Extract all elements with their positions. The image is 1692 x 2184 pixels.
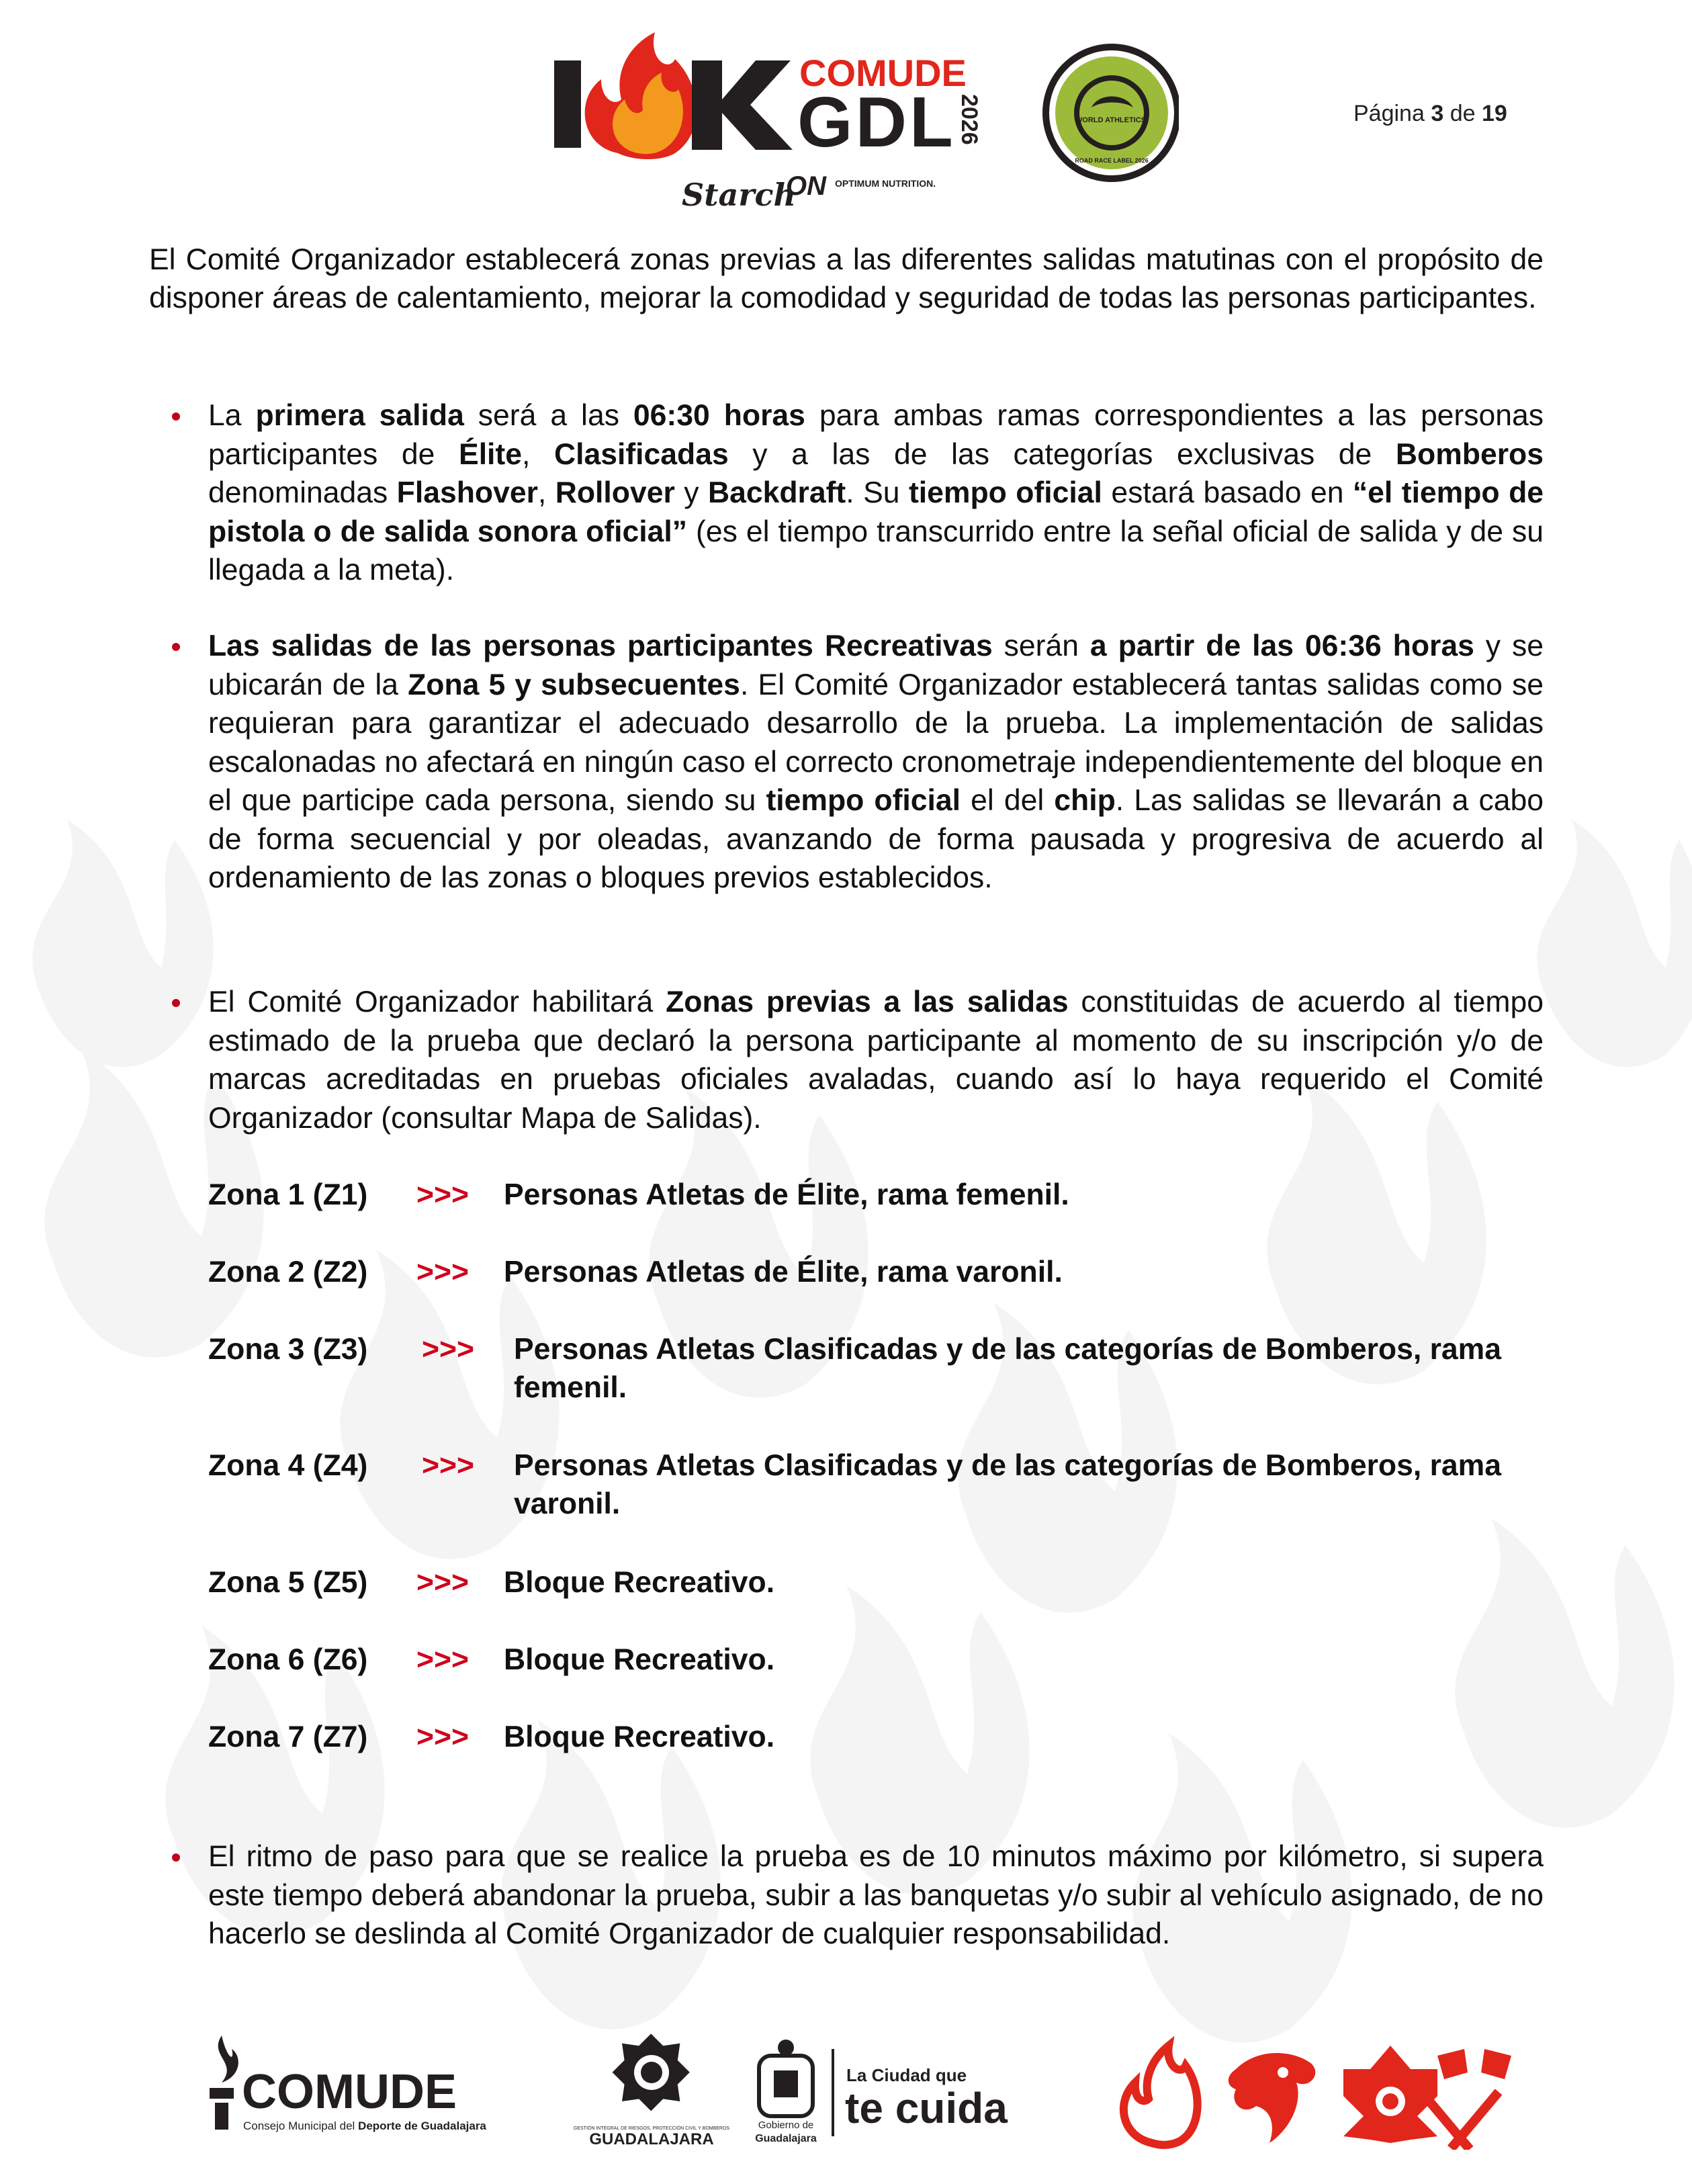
svg-text:ROAD RACE LABEL 2026: ROAD RACE LABEL 2026	[1075, 157, 1149, 164]
world-athletics-badge	[1046, 47, 1177, 179]
intro-paragraph: El Comité Organizador establecerá zonas previas a las diferentes salidas matutinas con el propósito de disponer áreas de calentamiento, mejorar la comodidad y seguridad de todas las personas participantes.	[149, 243, 1544, 314]
bullet-primera-salida: La primera salida será a las 06:30 horas para ambas ramas correspondientes a las personas participantes de Élite, Clasificadas y a las de las categorías exclusivas de Bomberos denominadas Flashover, Rollover y Backdraft. Su tiempo oficial estará basado en “el tiempo de pistola o de salida sonora oficial” (es el tiempo transcurrido entre la señal oficial de salida y de su llegada a la meta).	[208, 396, 1544, 590]
svg-text:COMUDE: COMUDE	[242, 2065, 457, 2119]
svg-text:ON: ON	[786, 171, 826, 201]
zone-row: Zona 2 (Z2) >>> Personas Atletas de Élite, rama varonil.	[208, 1256, 1063, 1288]
svg-text:te cuida: te cuida	[845, 2084, 1008, 2132]
bullet-salidas-recreativas: Las salidas de las personas participantes Recreativas serán a partir de las 06:36 horas y se ubicarán de la Zona 5 y subsecuentes. El Comité Organizador establecerá tantas salidas como se requieran para garantizar el adecuado desarrollo de la prueba. La implementación de salidas escalonadas no afectará en ningún caso el correcto cronometraje independientemente del bloque en el que participe cada persona, siendo su tiempo oficial el del chip. Las salidas se llevarán a cabo de forma secuencial y por oleadas, avanzando de forma pausada y progresiva de acuerdo al ordenamiento de las zonas o bloques previos establecidos.	[208, 627, 1544, 898]
bullet-ritmo-de-paso: El ritmo de paso para que se realice la prueba es de 10 minutos máximo por kilómetro, si supera este tiempo deberá abandonar la prueba, subir a las banquetas y/o subir al vehículo asignado, de no hacerlo se deslinda al Comité Organizador de cualquier responsabilidad.	[208, 1837, 1544, 1954]
zone-row: Zona 3 (Z3) >>> Personas Atletas Clasificadas y de las categorías de Bomberos, rama femenil.	[208, 1333, 1501, 1404]
svg-text:GUADALAJARA: GUADALAJARA	[589, 2130, 714, 2148]
svg-text:La Ciudad que: La Ciudad que	[846, 2065, 967, 2085]
svg-text:COMUDE: COMUDE	[799, 52, 967, 94]
bullet-zonas-previas: El Comité Organizador habilitará Zonas previas a las salidas constituidas de acuerdo al tiempo estimado de la prueba que declaró la persona participante al momento de su inscripción y/o de marcas acreditadas en pruebas oficiales avaladas, cuando así lo haya requerido el Comité Organizador (consultar Mapa de Salidas).	[208, 983, 1544, 1137]
bomberos-logo	[574, 2034, 730, 2148]
svg-text:Consejo Municipal del Deporte: Consejo Municipal del Deporte de Guadalajara	[243, 2120, 486, 2132]
page-number: Página 3 de 19	[1353, 101, 1507, 126]
zone-row: Zona 5 (Z5) >>> Bloque Recreativo.	[208, 1566, 775, 1599]
footer-logos	[202, 2029, 1518, 2150]
svg-text:Starch: Starch	[682, 177, 796, 213]
svg-text:Guadalajara: Guadalajara	[755, 2133, 817, 2144]
svg-text:2026: 2026	[956, 94, 982, 145]
firefighter-dog-icon	[1229, 2053, 1316, 2143]
svg-text:GESTIÓN INTEGRAL DE RIESGOS, P: GESTIÓN INTEGRAL DE RIESGOS, PROTECCIÓN CIVIL Y BOMBEROS	[573, 2126, 730, 2131]
svg-text:WORLD ATHLETICS.: WORLD ATHLETICS.	[1075, 116, 1149, 124]
flame-icon	[1124, 2046, 1198, 2145]
event-logo	[554, 19, 1179, 234]
svg-text:OPTIMUM NUTRITION.: OPTIMUM NUTRITION.	[835, 178, 936, 189]
logo-flame-icon	[585, 32, 697, 159]
zone-row: Zona 4 (Z4) >>> Personas Atletas Clasificadas y de las categorías de Bomberos, rama varonil.	[208, 1449, 1501, 1520]
gobierno-guadalajara-logo	[755, 2040, 1008, 2144]
zone-row: Zona 6 (Z6) >>> Bloque Recreativo.	[208, 1643, 775, 1676]
zone-row: Zona 1 (Z1) >>> Personas Atletas de Élite, rama femenil.	[208, 1178, 1069, 1211]
comude-logo	[210, 2036, 486, 2132]
zone-row: Zona 7 (Z7) >>> Bloque Recreativo.	[208, 1720, 775, 1753]
svg-text:Gobierno de: Gobierno de	[758, 2120, 814, 2131]
svg-text:GDL: GDL	[797, 83, 956, 162]
